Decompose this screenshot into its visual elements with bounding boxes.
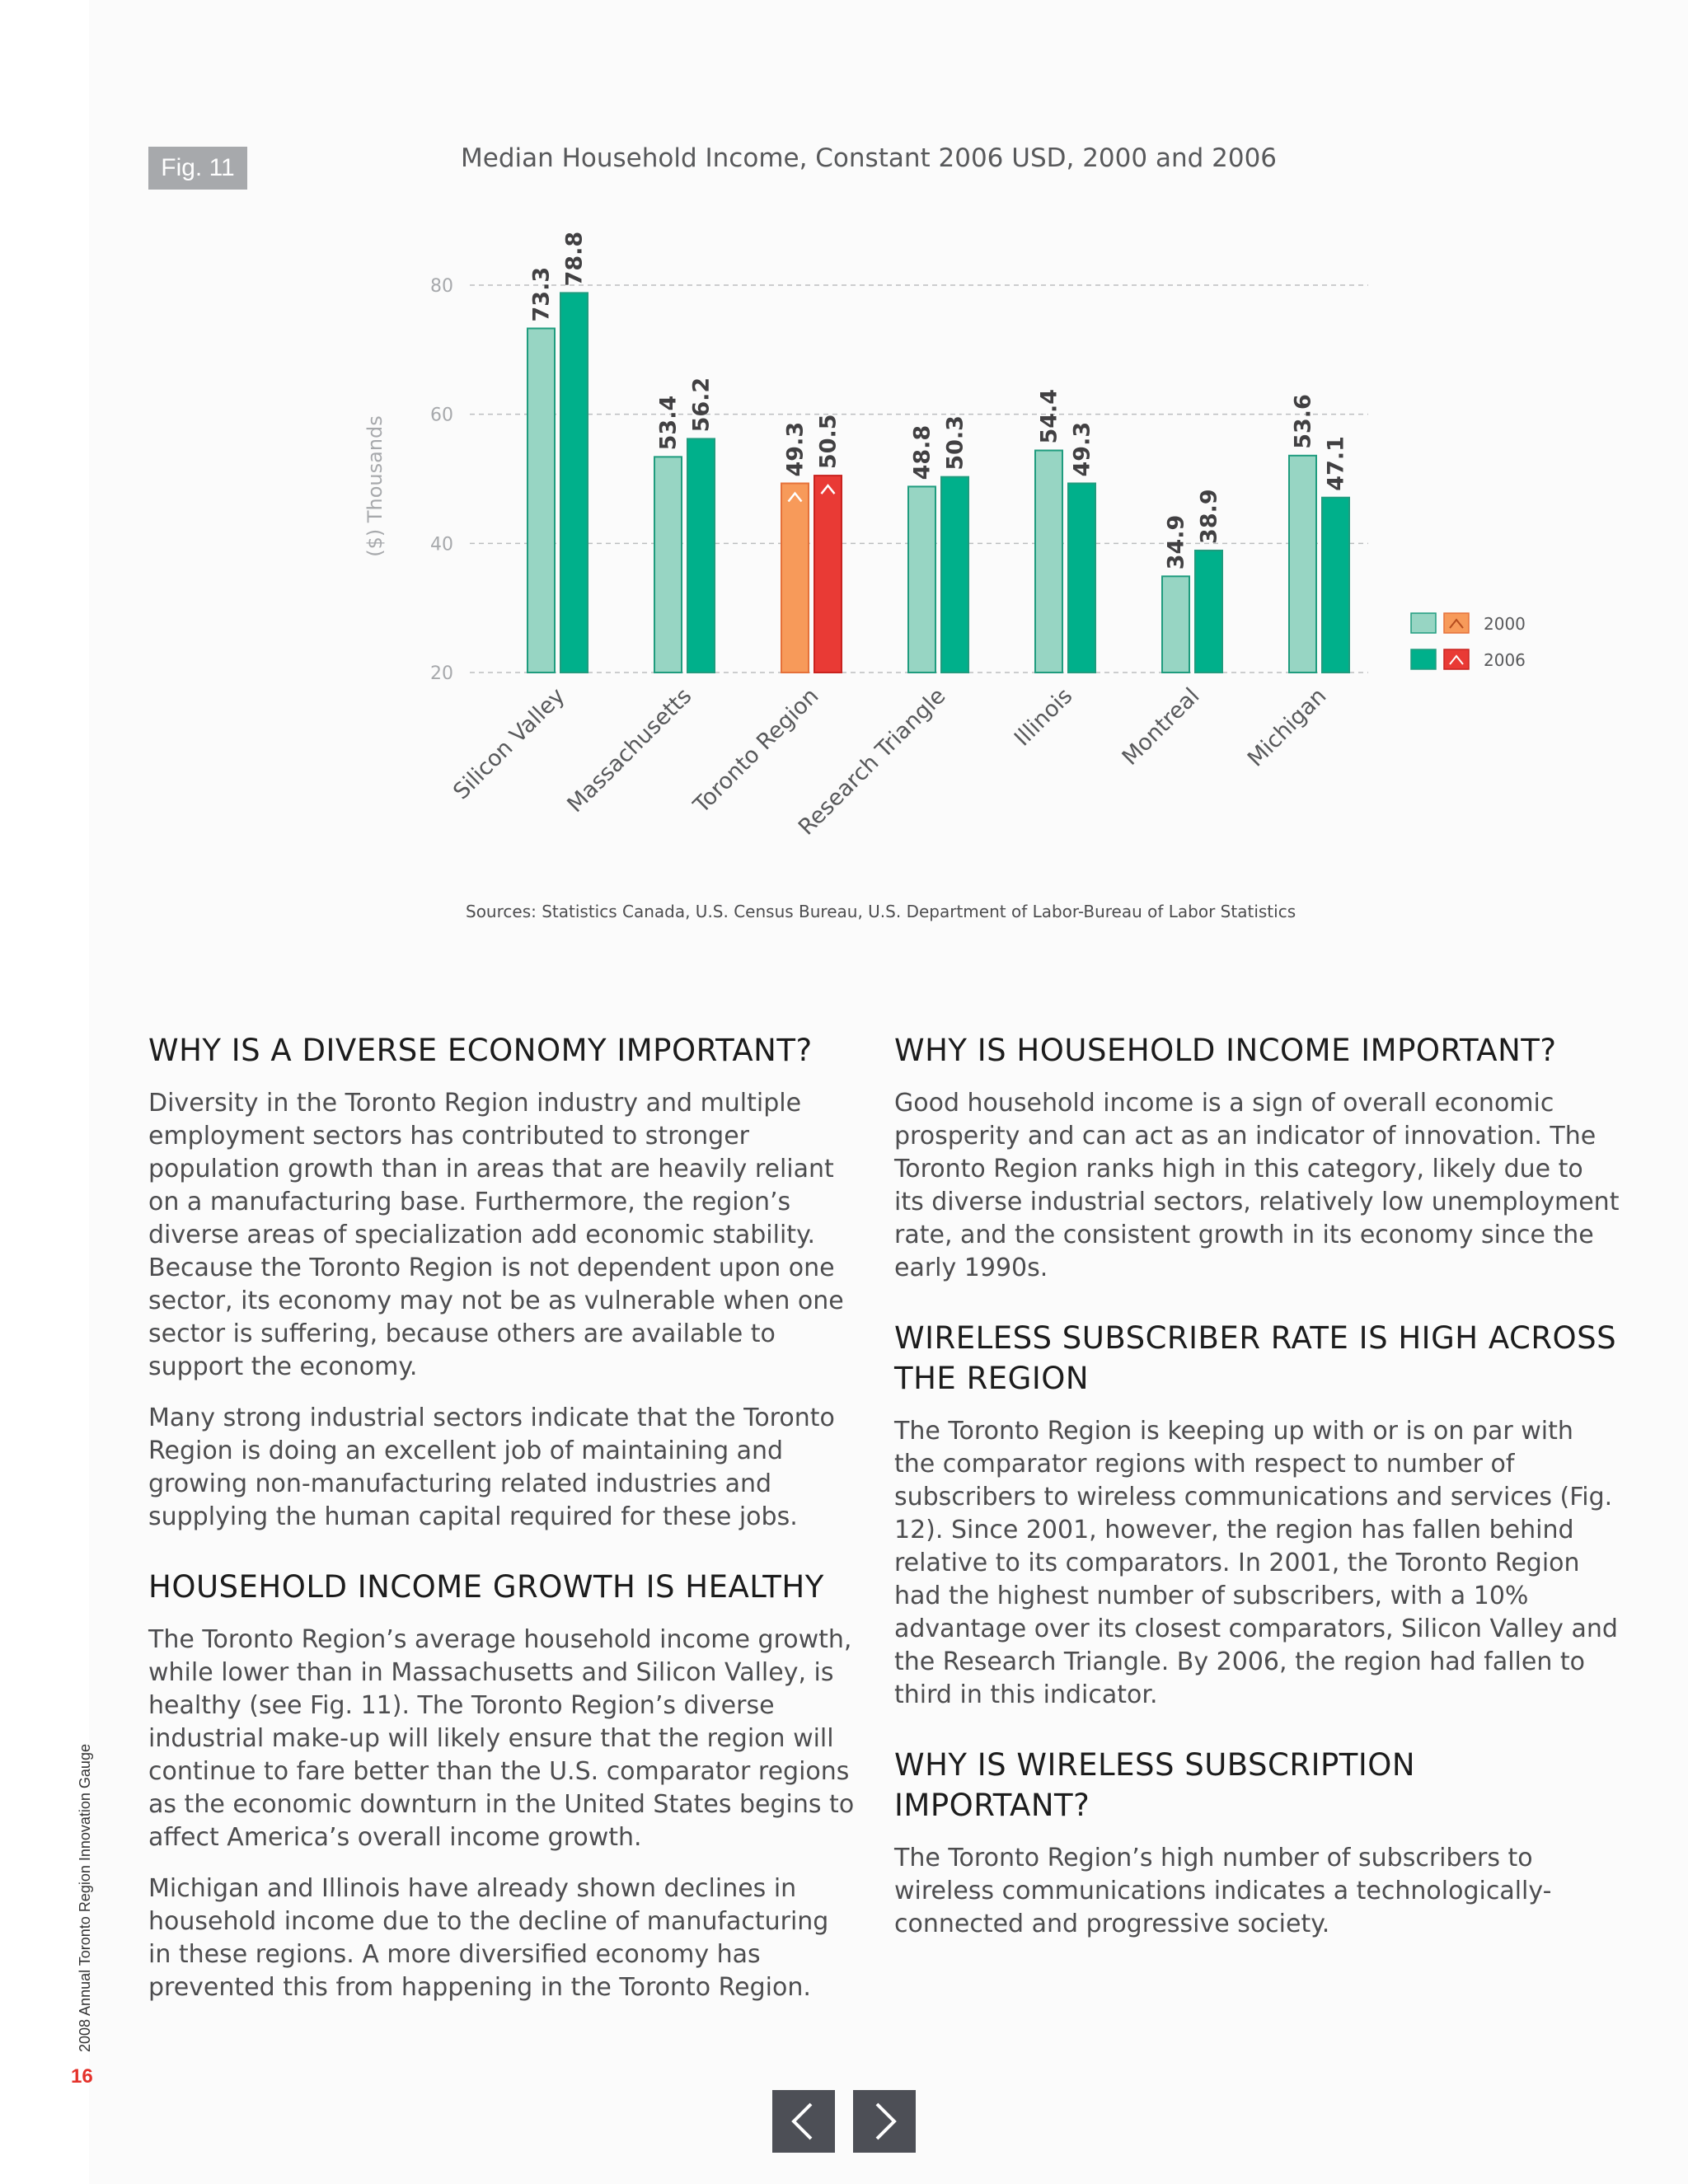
- previous-page-button[interactable]: [772, 2090, 835, 2153]
- data-label: 53.4: [655, 395, 682, 451]
- bar-2000: [528, 328, 555, 673]
- data-label: 49.3: [782, 421, 809, 477]
- data-label: 53.6: [1290, 394, 1316, 449]
- x-category-label: Research Triangle: [793, 683, 951, 841]
- data-label: 47.1: [1323, 436, 1349, 491]
- chevron-right-icon: [853, 2090, 916, 2153]
- paragraph-household-income-important: Good household income is a sign of overall economic prosperity and can act as an indicator of innovation. The Toronto Region ranks high in this category, likely due to its diverse industrial sectors, relatively low unemployment rate, and the consistent growth in its economy since the early 1990s.: [894, 1089, 1620, 1282]
- x-category-label: Montreal: [1117, 683, 1205, 771]
- data-label: 78.8: [561, 231, 588, 287]
- page-number: 16: [71, 2065, 93, 2088]
- x-category-label: Massachusetts: [562, 683, 697, 818]
- y-tick-label: 20: [430, 663, 453, 684]
- bar-2006: [814, 476, 842, 673]
- legend-swatch-highlight-2000: [1444, 613, 1469, 633]
- data-label: 56.2: [688, 377, 715, 433]
- right-column: [894, 1030, 1620, 1959]
- legend-swatch-highlight-2006: [1444, 649, 1469, 669]
- heading-wireless-subscription-important: WHY IS WIRELESS SUBSCRIPTION IMPORTANT?: [894, 1747, 1416, 1823]
- y-tick-label: 60: [430, 405, 453, 426]
- bar-2006: [560, 293, 588, 673]
- data-label: 73.3: [528, 266, 555, 322]
- bar-2000: [908, 486, 935, 673]
- data-label: 34.9: [1163, 514, 1189, 570]
- heading-wireless-subscriber-rate: WIRELESS SUBSCRIBER RATE IS HIGH ACROSS THE REGION: [894, 1320, 1617, 1396]
- left-column: [148, 1030, 857, 2022]
- bar-2000: [1289, 456, 1316, 673]
- legend-swatch-2006: [1411, 649, 1436, 669]
- chart-sources: Sources: Statistics Canada, U.S. Census Bureau, U.S. Department of Labor-Bureau of Labor Statistics: [466, 902, 1296, 921]
- heading-diverse-economy: WHY IS A DIVERSE ECONOMY IMPORTANT?: [148, 1033, 813, 1068]
- x-category-label: Silicon Valley: [448, 683, 570, 805]
- data-label: 54.4: [1036, 388, 1062, 444]
- bar-2006: [1195, 551, 1222, 673]
- x-category-label: Illinois: [1009, 683, 1078, 752]
- paragraph-industrial-sectors: Many strong industrial sectors indicate that the Toronto Region is doing an excellent job of maintaining and growing non-manufacturing related industries and supplying the human capital required for these jobs.: [148, 1404, 835, 1531]
- bar-2000: [781, 483, 809, 673]
- legend-swatch-2000: [1411, 613, 1436, 633]
- next-page-button[interactable]: [853, 2090, 916, 2153]
- data-label: 50.5: [815, 414, 842, 470]
- document-title-sidebar: 2008 Annual Toronto Region Innovation Gauge: [77, 1744, 93, 2052]
- x-category-label: Toronto Region: [688, 683, 824, 818]
- data-label: 48.8: [909, 424, 935, 480]
- data-label: 49.3: [1069, 421, 1095, 477]
- bar-2000: [654, 457, 682, 673]
- income-bar-chart: [0, 0, 1688, 907]
- bar-2006: [1068, 483, 1095, 673]
- y-tick-label: 80: [430, 276, 453, 297]
- paragraph-household-income-growth: The Toronto Region’s average household income growth, while lower than in Massachusetts and Silicon Valley, is healthy (see Fig. 11). The Toronto Region’s diverse industrial make-up will likely ensure that the region will continue to fare better than the U.S. comparator regions as the economic downturn in the United States begins to affect America’s overall income growth.: [148, 1625, 855, 1852]
- heading-household-income-important: WHY IS HOUSEHOLD INCOME IMPORTANT?: [894, 1033, 1557, 1068]
- figure-tag: Fig. 11: [148, 147, 247, 190]
- chevron-left-icon: [772, 2090, 835, 2153]
- x-category-label: Michigan: [1242, 683, 1332, 772]
- bar-2006: [941, 477, 968, 673]
- y-axis-label: ($) Thousands: [363, 415, 387, 557]
- paragraph-michigan-illinois: Michigan and Illinois have already shown declines in household income due to the decline of manufacturing in these regions. A more diversified economy has prevented this from happening in the Toronto Region.: [148, 1874, 829, 2002]
- paragraph-wireless-subscription-important: The Toronto Region’s high number of subscribers to wireless communications indicates a technologically-connected and progressive society.: [894, 1844, 1552, 1938]
- paragraph-diverse-economy: Diversity in the Toronto Region industry and multiple employment sectors has contributed to stronger population growth than in areas that are heavily reliant on a manufacturing base. Furthermore, the region’s diverse areas of specialization add economic stability. Because the Toronto Region is not dependent upon one sector, its economy may not be as vulnerable when one sector is suffering, because others are available to support the economy.: [148, 1089, 844, 1381]
- data-label: 38.9: [1196, 489, 1222, 544]
- bar-2006: [687, 438, 715, 673]
- bar-2000: [1162, 576, 1189, 673]
- paragraph-wireless-subscriber-rate: The Toronto Region is keeping up with or is on par with the comparator regions with respect to number of subscribers to wireless communications and services (Fig. 12). Since 2001, however, the region has fallen behind relative to its comparators. In 2001, the Toronto Region had the highest number of subscribers, with a 10% advantage over its closest comparators, Silicon Valley and the Research Triangle. By 2006, the region had fallen to third in this indicator.: [894, 1417, 1618, 1709]
- heading-household-income-growth: HOUSEHOLD INCOME GROWTH IS HEALTHY: [148, 1569, 824, 1605]
- bar-2006: [1322, 498, 1349, 673]
- data-label: 50.3: [942, 415, 968, 471]
- chart-title: Median Household Income, Constant 2006 USD, 2000 and 2006: [461, 143, 1278, 173]
- legend-label: 2006: [1484, 650, 1526, 670]
- legend-label: 2000: [1484, 614, 1526, 634]
- y-tick-label: 40: [430, 534, 453, 555]
- bar-2000: [1035, 451, 1062, 673]
